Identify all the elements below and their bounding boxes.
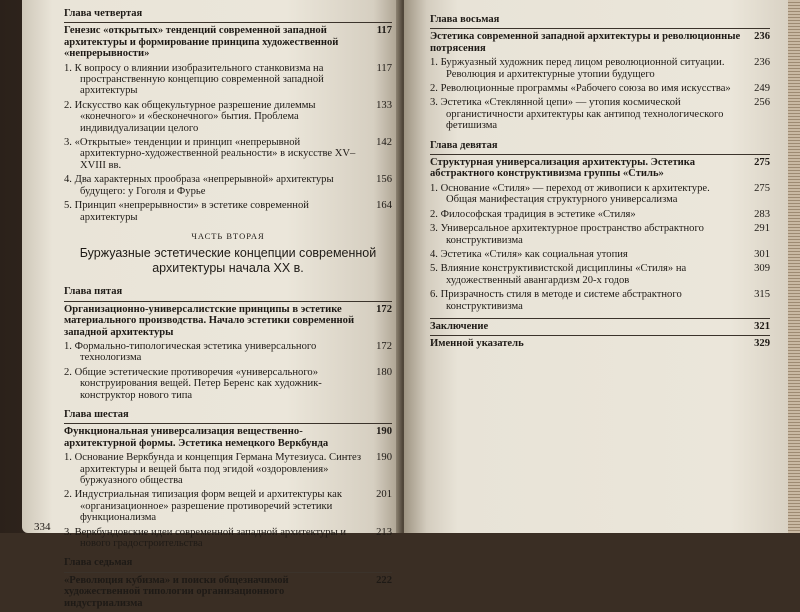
toc-item: 2. Искусство как общекультурное разрешение дилеммы «конечного» и «бесконечного» бытия. Проблема индивидуализации целого 133 [64,99,392,134]
toc-item: 4. Два характерных прообраза «непрерывной» архитектуры будущего: у Гоголя и Фурье 156 [64,174,392,197]
divider [64,301,392,302]
divider [64,423,392,424]
toc-item: 1. Основание Веркбунда и концепция Германа Мутезиуса. Синтез архитектуры и вещей быта под эгидой «оздоровления» буржуазного общества 190 [64,452,392,486]
divider [430,154,770,155]
part-label: ЧАСТЬ ВТОРАЯ [191,230,265,241]
toc-item: 2. Философская традиция в эстетике «Стиля» 283 [430,208,770,220]
conclusion-entry: Заключение 321 [430,320,770,332]
part-title: Буржуазные эстетические концепции современной архитектуры начала XX в. [79,246,377,276]
toc-item: 2. Революционные программы «Рабочего союза во имя искусства» 249 [430,83,770,95]
chapter-7-label: Глава седьмая [64,557,133,569]
divider [64,572,392,573]
toc-item: 4. Эстетика «Стиля» как социальная утопия 301 [430,248,770,260]
index-entry: Именной указатель 329 [430,338,770,350]
divider [430,28,770,29]
toc-item: 2. Общие эстетические противоречия «универсального» конструирования вещей. Петер Беренс как художник-конструктор нового типа 180 [64,366,392,401]
toc-item: 1. Буржуазный художник перед лицом революционной ситуации. Революция и архитектурные утопии будущего 236 [430,57,770,80]
chapter-4-heading-text: Генезис «открытых» тенденций современной западной архитектуры и формирование принципа художественной «непрерывности» [64,25,339,60]
toc-item: 5. Принцип «непрерывности» в эстетике современной архитектуры 164 [64,200,392,223]
chapter-5-heading: Организационно-универсалистские принципы в эстетике материального производства. Начало эстетики современной западной архитектуры 172 [64,303,392,338]
toc-item: 5. Влияние конструктивистской дисциплины «Стиля» на художественный авангардизм 20-х годов 309 [430,263,770,286]
chapter-7-heading: «Революция кубизма» и поиски общезначимой художественной типологии организационного индустриализма 222 [64,574,392,609]
divider [64,22,392,23]
chapter-8-heading: Эстетика современной западной архитектуры и революционные потрясения 236 [430,31,770,54]
toc-item: 1. Формально-типологическая эстетика универсального технологизма 172 [64,340,392,364]
toc-item: 3. «Открытые» тенденции и принцип «непрерывной архитектурно-художественной реальности» в искусстве XV–XVIII вв. 142 [64,137,392,171]
divider [430,335,770,336]
right-page [404,0,788,533]
toc-item: 3. Эстетика «Стеклянной цепи» — утопия космической органистичности архитектуры как антипод технологического фетишизма 256 [430,97,770,132]
chapter-4-page: 117 [376,25,392,37]
divider [430,318,770,319]
toc-item: 3. Веркбундовские идеи современной западной архитектуры и нового градостроительства 213 [64,526,392,550]
page-edges [788,0,800,533]
chapter-6-label: Глава шестая [64,408,129,420]
chapter-6-heading: Функциональная универсализация вещественно-архитектурной формы. Эстетика немецкого Веркбунда 190 [64,426,392,449]
left-page [22,0,400,609]
left-page-content [64,0,392,612]
right-page-content [430,14,770,353]
chapter-9-heading: Структурная универсализация архитектуры. Эстетика абстрактного конструктивизма группы «Стиль» 275 [430,157,770,180]
page-number: 334 [34,521,51,533]
chapter-4-heading [64,25,392,59]
chapter-5-label: Глава пятая [64,286,123,298]
chapter-9-label: Глава девятая [430,139,498,151]
toc-item: 3. Универсальное архитектурное пространство абстрактного конструктивизма 291 [430,223,770,246]
chapter-8-label: Глава восьмая [430,14,500,25]
toc-item: 2. Индустриальная типизация форм вещей и архитектуры как «организационное» разрешение противоречий эстетики функционализма 201 [64,489,392,524]
chapter-4-label: Глава четвертая [64,8,143,19]
toc-item: 6. Призрачность стиля в методе и системе абстрактного конструктивизма 315 [430,289,770,312]
toc-item: 1. Основание «Стиля» — переход от живописи к архитектуре. Общая манифестация структурного универсализма 275 [430,182,770,206]
toc-item: 1. К вопросу о влиянии изобразительного станковизма на пространственную концепцию современной западной архитектуры 117 [64,62,392,97]
